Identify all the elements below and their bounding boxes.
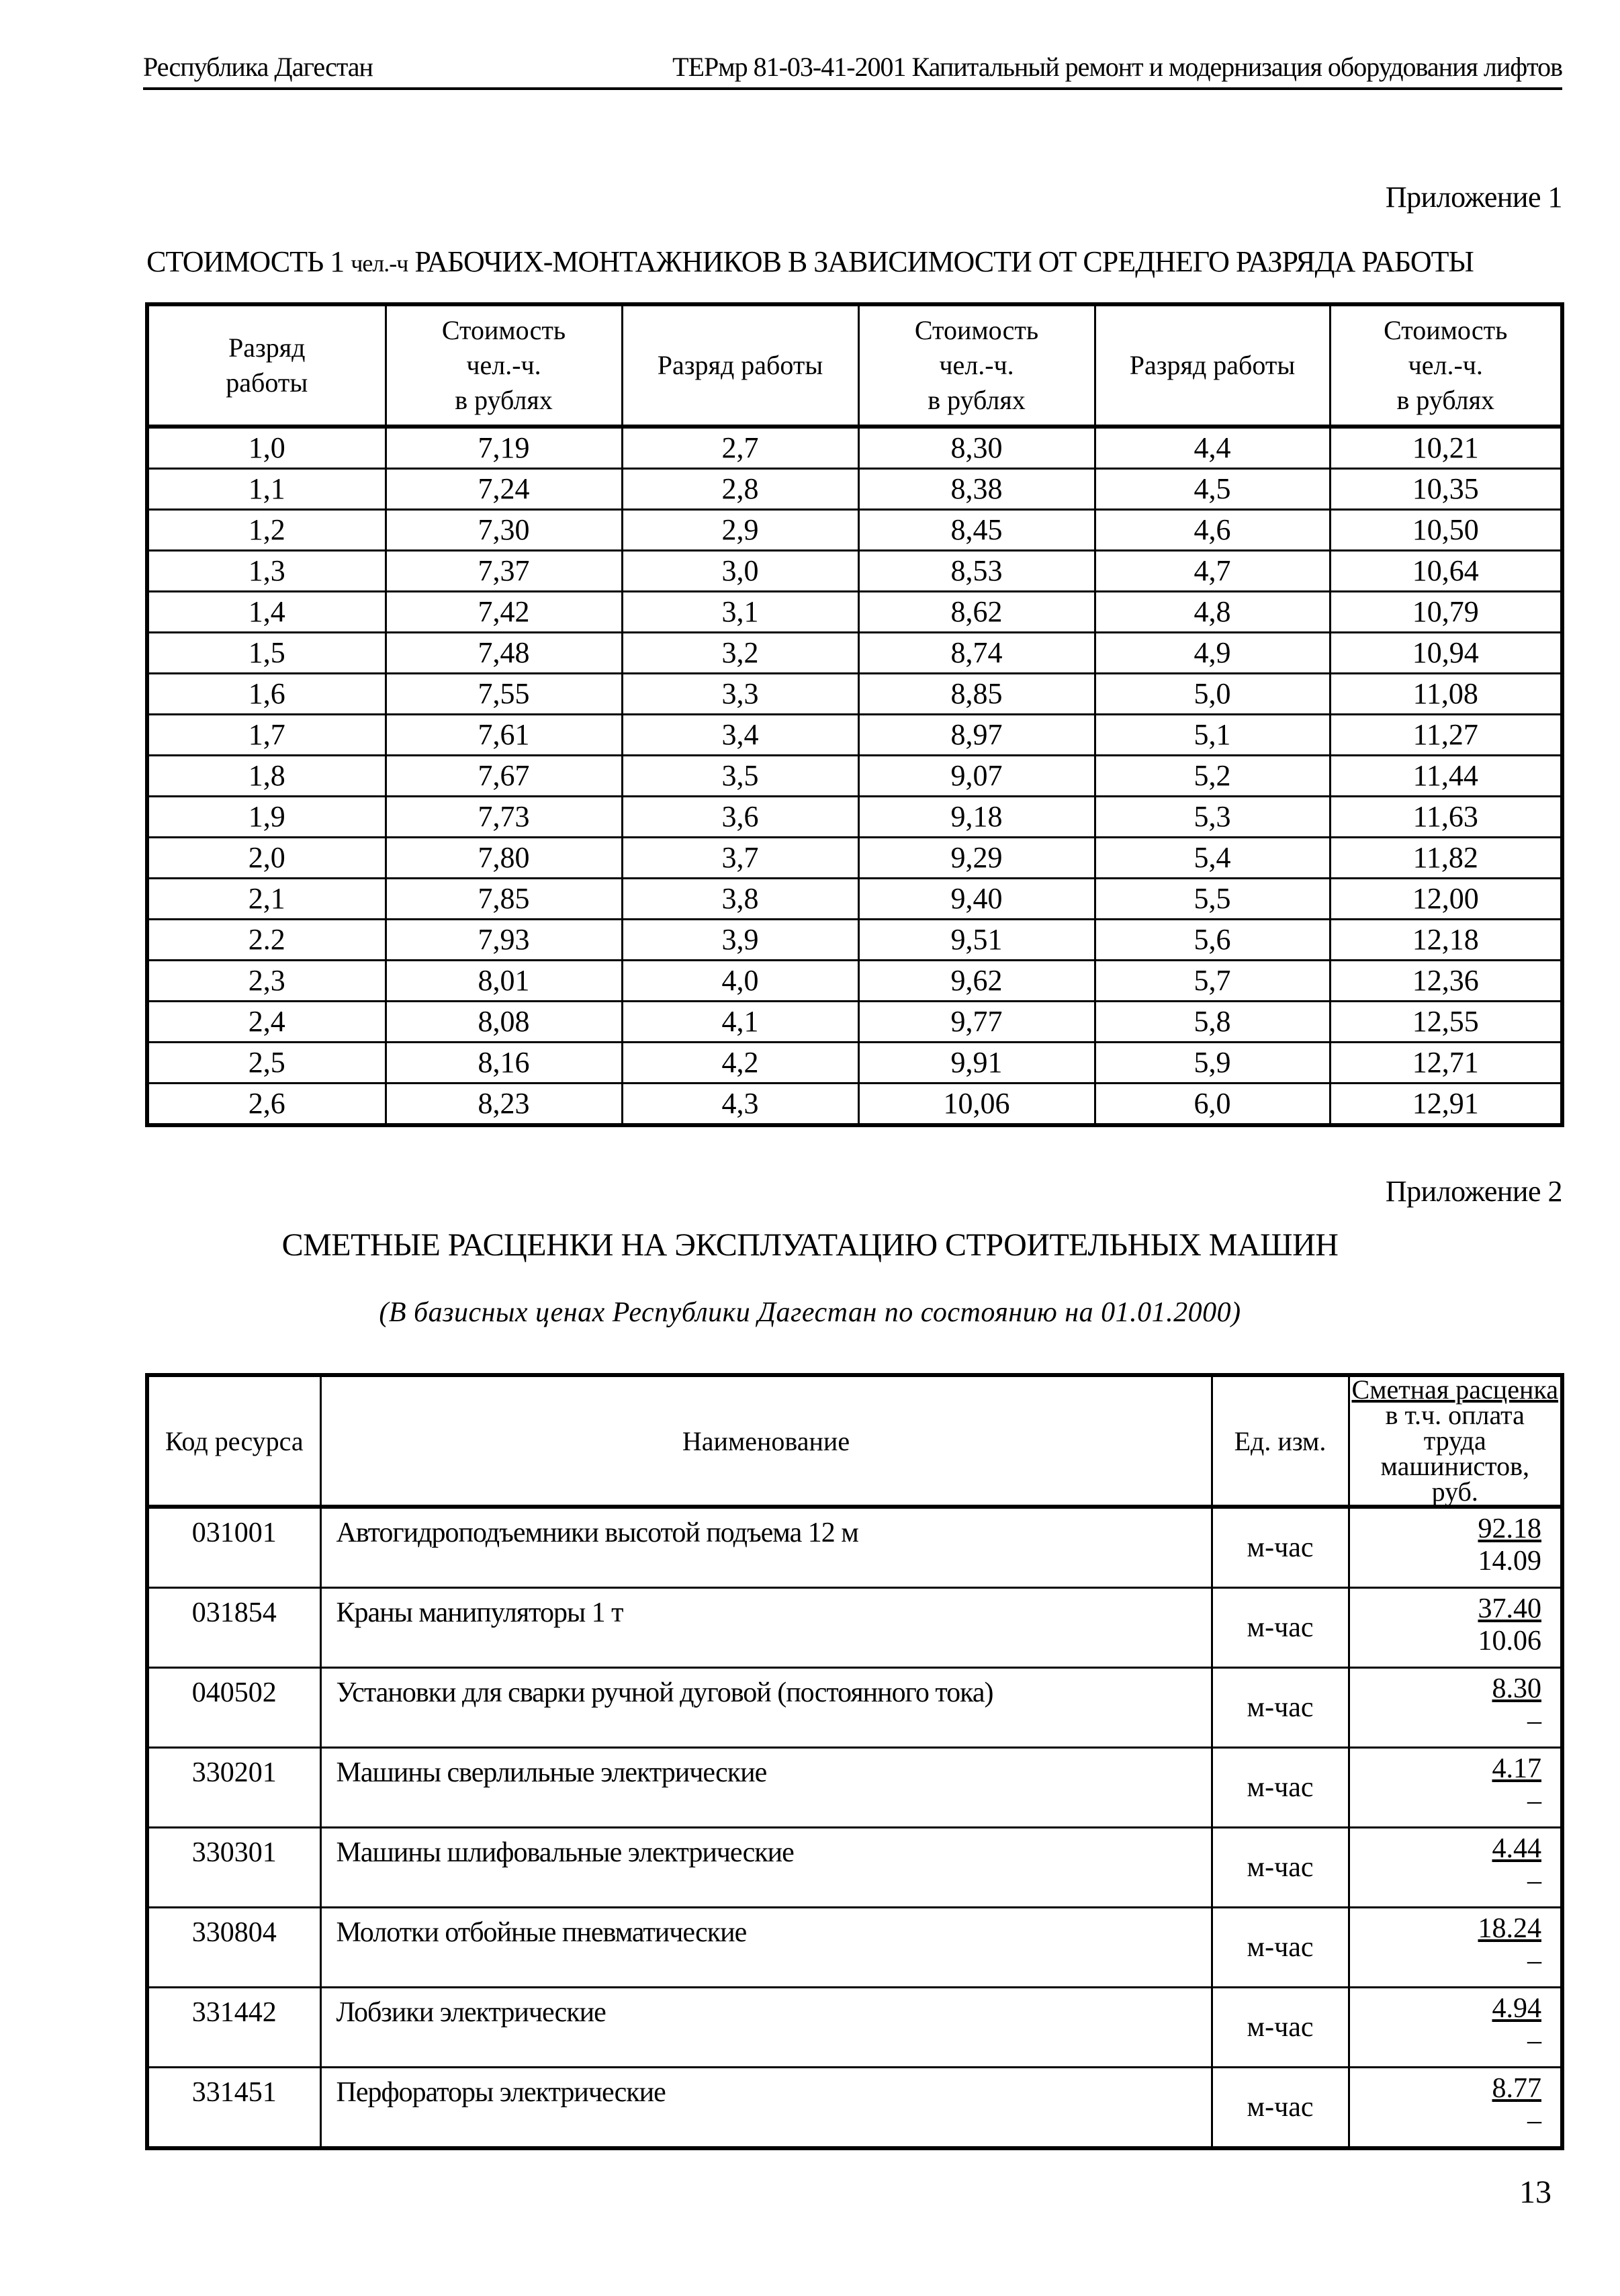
cell-grade-1: 1,0 (147, 427, 386, 469)
cell-resource-code: 040502 (147, 1668, 320, 1748)
rate-operator-wage: – (1527, 2025, 1541, 2056)
appendix-2-label: Приложение 2 (1385, 1175, 1562, 1208)
table-row (147, 715, 1562, 756)
cell-grade-2: 3,0 (622, 551, 858, 592)
table-row (147, 1988, 1562, 2068)
cell-name: Лобзики электрические (320, 1988, 1212, 2068)
cell-cost-1: 7,85 (386, 879, 622, 920)
cell-unit: м-час (1212, 1588, 1349, 1668)
table-row (147, 2068, 1562, 2149)
cell-name: Машины сверлильные электрические (320, 1748, 1212, 1828)
cell-grade-2: 2,9 (622, 510, 858, 551)
table-row (147, 797, 1562, 838)
rate-operator-wage: – (1527, 1865, 1541, 1896)
rate-price: 37.40 (1478, 1593, 1541, 1624)
cell-grade-2: 3,8 (622, 879, 858, 920)
machine-rates-table (145, 1373, 1564, 2150)
cell-name: Молотки отбойные пневматические (320, 1908, 1212, 1988)
cell-grade-3: 5,1 (1095, 715, 1330, 756)
cell-grade-1: 2,4 (147, 1002, 386, 1043)
table-row (147, 1828, 1562, 1908)
rate-price: 4.94 (1492, 1993, 1541, 2024)
col-cost-3: Стоимость чел.-ч. в рублях (1330, 304, 1562, 427)
table-row (147, 1908, 1562, 1988)
cell-unit: м-час (1212, 2068, 1349, 2149)
rate-price: 8.77 (1492, 2073, 1541, 2104)
page-header (143, 46, 1562, 90)
cell-cost-3: 11,27 (1330, 715, 1562, 756)
cell-grade-2: 3,5 (622, 756, 858, 797)
table-row (147, 756, 1562, 797)
table-row (147, 1084, 1562, 1126)
cell-cost-3: 11,63 (1330, 797, 1562, 838)
table-row (147, 838, 1562, 879)
cell-grade-3: 6,0 (1095, 1084, 1330, 1126)
table-row (147, 592, 1562, 633)
cell-cost-1: 7,42 (386, 592, 622, 633)
cell-grade-2: 4,2 (622, 1043, 858, 1084)
cell-grade-2: 4,1 (622, 1002, 858, 1043)
appendix-2-title: СМЕТНЫЕ РАСЦЕНКИ НА ЭКСПЛУАТАЦИЮ СТРОИТЕЛЬНЫХ МАШИН (281, 1227, 1339, 1263)
cell-grade-3: 5,4 (1095, 838, 1330, 879)
rate-operator-wage: – (1527, 2105, 1541, 2136)
cell-grade-1: 2,0 (147, 838, 386, 879)
cell-rate (1349, 1988, 1562, 2068)
cell-cost-2: 8,38 (858, 469, 1095, 510)
cell-cost-2: 8,53 (858, 551, 1095, 592)
cell-cost-3: 12,18 (1330, 920, 1562, 961)
cell-grade-1: 2,1 (147, 879, 386, 920)
cell-grade-3: 4,6 (1095, 510, 1330, 551)
rate-operator-wage: 14.09 (1478, 1546, 1541, 1577)
appendix-2-subtitle: (В базисных ценах Республики Дагестан по состоянию на 01.01.2000) (379, 1297, 1241, 1328)
cell-grade-1: 2,5 (147, 1043, 386, 1084)
cell-cost-1: 7,30 (386, 510, 622, 551)
cell-rate (1349, 1507, 1562, 1588)
cell-cost-1: 7,19 (386, 427, 622, 469)
cell-grade-2: 3,6 (622, 797, 858, 838)
appendix-1-label: Приложение 1 (1385, 181, 1562, 214)
table-row (147, 1588, 1562, 1668)
col-resource-code: Код ресурса (147, 1375, 320, 1507)
cell-grade-2: 3,4 (622, 715, 858, 756)
cell-grade-1: 2.2 (147, 920, 386, 961)
cell-cost-3: 12,55 (1330, 1002, 1562, 1043)
cell-resource-code: 031001 (147, 1507, 320, 1588)
cell-cost-1: 7,93 (386, 920, 622, 961)
rate-operator-wage: 10.06 (1478, 1626, 1541, 1657)
cell-unit: м-час (1212, 1988, 1349, 2068)
labor-cost-table-header (147, 304, 1562, 427)
cell-cost-2: 9,18 (858, 797, 1095, 838)
cell-name: Краны манипуляторы 1 т (320, 1588, 1212, 1668)
cell-cost-3: 10,79 (1330, 592, 1562, 633)
table-row (147, 551, 1562, 592)
cell-grade-1: 2,3 (147, 961, 386, 1002)
cell-grade-3: 5,9 (1095, 1043, 1330, 1084)
cell-grade-2: 2,7 (622, 427, 858, 469)
cell-cost-1: 7,48 (386, 633, 622, 674)
cell-cost-1: 8,01 (386, 961, 622, 1002)
cell-name: Установки для сварки ручной дуговой (постоянного тока) (320, 1668, 1212, 1748)
cell-cost-2: 9,62 (858, 961, 1095, 1002)
title-unit: чел.-ч (351, 250, 408, 277)
cell-cost-3: 12,91 (1330, 1084, 1562, 1126)
cell-cost-2: 9,91 (858, 1043, 1095, 1084)
cell-grade-3: 5,8 (1095, 1002, 1330, 1043)
page-number: 13 (1519, 2174, 1551, 2210)
table-row (147, 1668, 1562, 1748)
title-suffix: РАБОЧИХ-МОНТАЖНИКОВ В ЗАВИСИМОСТИ ОТ СРЕДНЕГО РАЗРЯДА РАБОТЫ (408, 245, 1474, 278)
cell-resource-code: 331451 (147, 2068, 320, 2149)
cell-grade-3: 5,6 (1095, 920, 1330, 961)
cell-cost-2: 9,51 (858, 920, 1095, 961)
cell-cost-2: 9,07 (858, 756, 1095, 797)
col-grade-1: Разряд работы (147, 304, 386, 427)
cell-rate (1349, 1748, 1562, 1828)
cell-grade-2: 4,0 (622, 961, 858, 1002)
cell-name: Машины шлифовальные электрические (320, 1828, 1212, 1908)
cell-rate (1349, 1828, 1562, 1908)
cell-grade-2: 3,1 (622, 592, 858, 633)
col-name: Наименование (320, 1375, 1212, 1507)
cell-cost-2: 8,30 (858, 427, 1095, 469)
cell-cost-3: 11,44 (1330, 756, 1562, 797)
col-grade-2: Разряд работы (622, 304, 858, 427)
rate-operator-wage: – (1527, 1706, 1541, 1736)
cell-grade-2: 4,3 (622, 1084, 858, 1126)
cell-cost-3: 12,00 (1330, 879, 1562, 920)
cell-cost-3: 10,50 (1330, 510, 1562, 551)
rate-operator-wage: – (1527, 1945, 1541, 1976)
cell-resource-code: 330201 (147, 1748, 320, 1828)
cell-grade-3: 5,2 (1095, 756, 1330, 797)
rate-price: 4.44 (1492, 1833, 1541, 1864)
cell-resource-code: 330301 (147, 1828, 320, 1908)
cell-unit: м-час (1212, 1507, 1349, 1588)
cell-grade-1: 1,8 (147, 756, 386, 797)
cell-grade-2: 3,9 (622, 920, 858, 961)
cell-cost-3: 12,36 (1330, 961, 1562, 1002)
cell-grade-1: 1,1 (147, 469, 386, 510)
cell-grade-2: 3,3 (622, 674, 858, 715)
col-rate: Сметная расценка в т.ч. оплата труда машинистов, руб. (1349, 1375, 1562, 1507)
cell-cost-1: 7,80 (386, 838, 622, 879)
cell-cost-1: 8,08 (386, 1002, 622, 1043)
table-row (147, 674, 1562, 715)
cell-name: Автогидроподъемники высотой подъема 12 м (320, 1507, 1212, 1588)
cell-grade-3: 5,7 (1095, 961, 1330, 1002)
table-row (147, 920, 1562, 961)
cell-cost-2: 8,62 (858, 592, 1095, 633)
col-unit: Ед. изм. (1212, 1375, 1349, 1507)
cell-cost-3: 10,21 (1330, 427, 1562, 469)
table-row (147, 427, 1562, 469)
cell-cost-2: 8,74 (858, 633, 1095, 674)
cell-grade-1: 1,5 (147, 633, 386, 674)
cell-grade-2: 3,2 (622, 633, 858, 674)
machine-rates-table-header (147, 1375, 1562, 1507)
cell-grade-3: 4,5 (1095, 469, 1330, 510)
rate-price: 18.24 (1478, 1913, 1541, 1944)
cell-grade-1: 1,7 (147, 715, 386, 756)
cell-grade-3: 4,8 (1095, 592, 1330, 633)
cell-grade-1: 2,6 (147, 1084, 386, 1126)
cell-rate (1349, 1588, 1562, 1668)
cell-cost-2: 9,40 (858, 879, 1095, 920)
title-prefix: СТОИМОСТЬ 1 (146, 245, 351, 278)
cell-grade-3: 5,3 (1095, 797, 1330, 838)
cell-grade-1: 1,9 (147, 797, 386, 838)
col-cost-1: Стоимость чел.-ч. в рублях (386, 304, 622, 427)
table-row (147, 1507, 1562, 1588)
cell-grade-3: 4,9 (1095, 633, 1330, 674)
cell-resource-code: 031854 (147, 1588, 320, 1668)
cell-cost-2: 8,85 (858, 674, 1095, 715)
table-row (147, 510, 1562, 551)
cell-cost-2: 9,77 (858, 1002, 1095, 1043)
cell-name: Перфораторы электрические (320, 2068, 1212, 2149)
cell-cost-3: 12,71 (1330, 1043, 1562, 1084)
cell-cost-3: 11,08 (1330, 674, 1562, 715)
cell-grade-3: 4,4 (1095, 427, 1330, 469)
cell-grade-1: 1,4 (147, 592, 386, 633)
cell-grade-1: 1,3 (147, 551, 386, 592)
table-row (147, 633, 1562, 674)
cell-cost-1: 8,16 (386, 1043, 622, 1084)
cell-unit: м-час (1212, 1828, 1349, 1908)
cell-unit: м-час (1212, 1908, 1349, 1988)
rate-price: 8.30 (1492, 1673, 1541, 1704)
header-document-title: ТЕРмр 81-03-41-2001 Капитальный ремонт и модернизация оборудования лифтов (672, 52, 1562, 82)
cell-cost-1: 7,55 (386, 674, 622, 715)
cell-grade-2: 2,8 (622, 469, 858, 510)
table-row (147, 879, 1562, 920)
cell-unit: м-час (1212, 1748, 1349, 1828)
cell-rate (1349, 1668, 1562, 1748)
table-row (147, 961, 1562, 1002)
table-row (147, 1748, 1562, 1828)
cell-grade-1: 1,6 (147, 674, 386, 715)
cell-unit: м-час (1212, 1668, 1349, 1748)
cell-cost-2: 8,97 (858, 715, 1095, 756)
cell-cost-3: 10,64 (1330, 551, 1562, 592)
cell-grade-2: 3,7 (622, 838, 858, 879)
cell-grade-3: 4,7 (1095, 551, 1330, 592)
rate-price: 92.18 (1478, 1513, 1541, 1544)
cell-cost-1: 7,24 (386, 469, 622, 510)
labor-cost-table (145, 302, 1564, 1127)
cell-cost-1: 7,61 (386, 715, 622, 756)
cell-resource-code: 331442 (147, 1988, 320, 2068)
col-cost-2: Стоимость чел.-ч. в рублях (858, 304, 1095, 427)
cell-grade-1: 1,2 (147, 510, 386, 551)
header-region: Республика Дагестан (143, 52, 373, 82)
col-grade-3: Разряд работы (1095, 304, 1330, 427)
cell-cost-1: 8,23 (386, 1084, 622, 1126)
cell-cost-1: 7,73 (386, 797, 622, 838)
rate-price: 4.17 (1492, 1753, 1541, 1784)
cell-cost-2: 10,06 (858, 1084, 1095, 1126)
table-row (147, 1002, 1562, 1043)
cell-grade-3: 5,5 (1095, 879, 1330, 920)
table-row (147, 469, 1562, 510)
cell-cost-3: 11,82 (1330, 838, 1562, 879)
cell-rate (1349, 1908, 1562, 1988)
cell-cost-1: 7,67 (386, 756, 622, 797)
cell-cost-1: 7,37 (386, 551, 622, 592)
appendix-1-title (0, 245, 1620, 279)
cell-cost-3: 10,35 (1330, 469, 1562, 510)
cell-resource-code: 330804 (147, 1908, 320, 1988)
table-row (147, 1043, 1562, 1084)
cell-rate (1349, 2068, 1562, 2149)
cell-cost-3: 10,94 (1330, 633, 1562, 674)
cell-grade-3: 5,0 (1095, 674, 1330, 715)
cell-cost-2: 9,29 (858, 838, 1095, 879)
rate-operator-wage: – (1527, 1785, 1541, 1816)
cell-cost-2: 8,45 (858, 510, 1095, 551)
